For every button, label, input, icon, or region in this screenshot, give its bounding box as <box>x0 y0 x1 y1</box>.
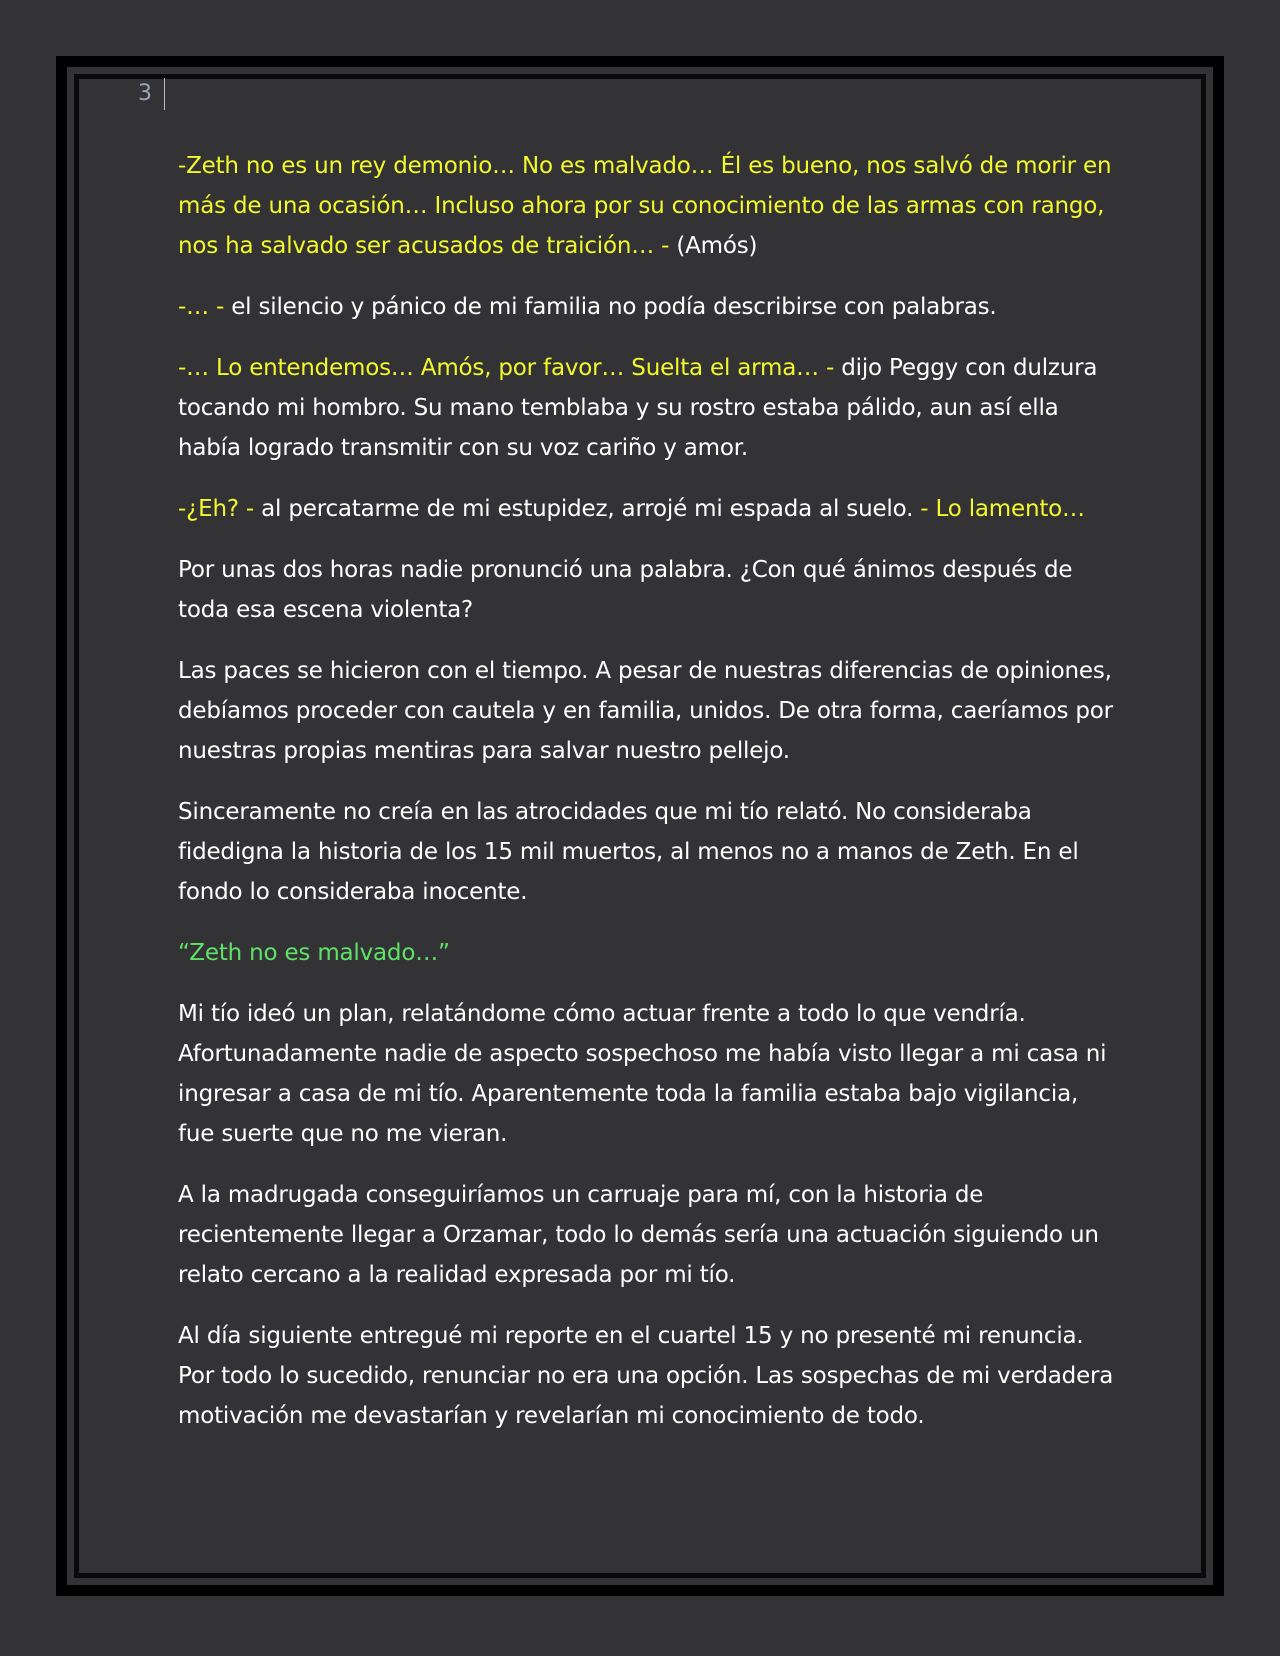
narration-segment: Por unas dos horas nadie pronunció una palabra. ¿Con qué ánimos después de toda esa escena violenta? <box>178 557 1073 623</box>
dialogue-segment: - Lo lamento… <box>920 496 1085 522</box>
narration-segment: A la madrugada conseguiríamos un carruaje para mí, con la historia de recientemente llegar a Orzamar, todo lo demás sería una actuación siguiendo un relato cercano a la realidad expresada por mi tío. <box>178 1182 1099 1288</box>
narration-segment: al percatarme de mi estupidez, arrojé mi espada al suelo. <box>261 496 921 522</box>
dialogue-segment: -¿Eh? - <box>178 496 262 522</box>
dialogue-segment: -… Lo entendemos… Amós, por favor… Suelta el arma… - <box>178 355 842 381</box>
dialogue-segment: -Zeth no es un rey demonio… No es malvado… Él es bueno, nos salvó de morir en más de una ocasión… Incluso ahora por su conocimiento de las armas con rango, nos ha salvado ser acusados de traición… - <box>178 153 1112 259</box>
paragraph-6 <box>178 651 1118 771</box>
thought-segment: “Zeth no es malvado…” <box>178 940 450 966</box>
narration-segment: Al día siguiente entregué mi reporte en el cuartel 15 y no presenté mi renuncia. Por todo lo sucedido, renunciar no era una opción. Las sospechas de mi verdadera motivación me devastarían y revelarían mi conocimiento de todo. <box>178 1323 1114 1429</box>
story-text <box>178 146 1118 1457</box>
paragraph-7 <box>178 792 1118 912</box>
narration-segment: Sinceramente no creía en las atrocidades que mi tío relató. No consideraba fidedigna la historia de los 15 mil muertos, al menos no a manos de Zeth. En el fondo lo consideraba inocente. <box>178 799 1079 905</box>
paragraph-4 <box>178 489 1118 529</box>
page-number-divider <box>164 78 165 110</box>
page-number: 3 <box>138 81 152 106</box>
paragraph-8 <box>178 933 1118 973</box>
narration-segment: Las paces se hicieron con el tiempo. A pesar de nuestras diferencias de opiniones, debíamos proceder con cautela y en familia, unidos. De otra forma, caeríamos por nuestras propias mentiras para salvar nuestro pellejo. <box>178 658 1113 764</box>
narration-segment: (Amós) <box>676 233 758 259</box>
paragraph-11 <box>178 1316 1118 1436</box>
paragraph-3 <box>178 348 1118 468</box>
paragraph-5 <box>178 550 1118 630</box>
paragraph-9 <box>178 994 1118 1154</box>
dialogue-segment: -… - <box>178 294 232 320</box>
paragraph-2 <box>178 287 1118 327</box>
narration-segment: Mi tío ideó un plan, relatándome cómo actuar frente a todo lo que vendría. Afortunadamente nadie de aspecto sospechoso me había visto llegar a mi casa ni ingresar a casa de mi tío. Aparentemente toda la familia estaba bajo vigilancia, fue suerte que no me vieran. <box>178 1001 1107 1147</box>
narration-segment: el silencio y pánico de mi familia no podía describirse con palabras. <box>231 294 997 320</box>
paragraph-10 <box>178 1175 1118 1295</box>
narration-segment: dijo Peggy con dulzura tocando mi hombro. Su mano temblaba y su rostro estaba pálido, aun así ella había logrado transmitir con su voz cariño y amor. <box>178 355 1098 461</box>
paragraph-1 <box>178 146 1118 266</box>
